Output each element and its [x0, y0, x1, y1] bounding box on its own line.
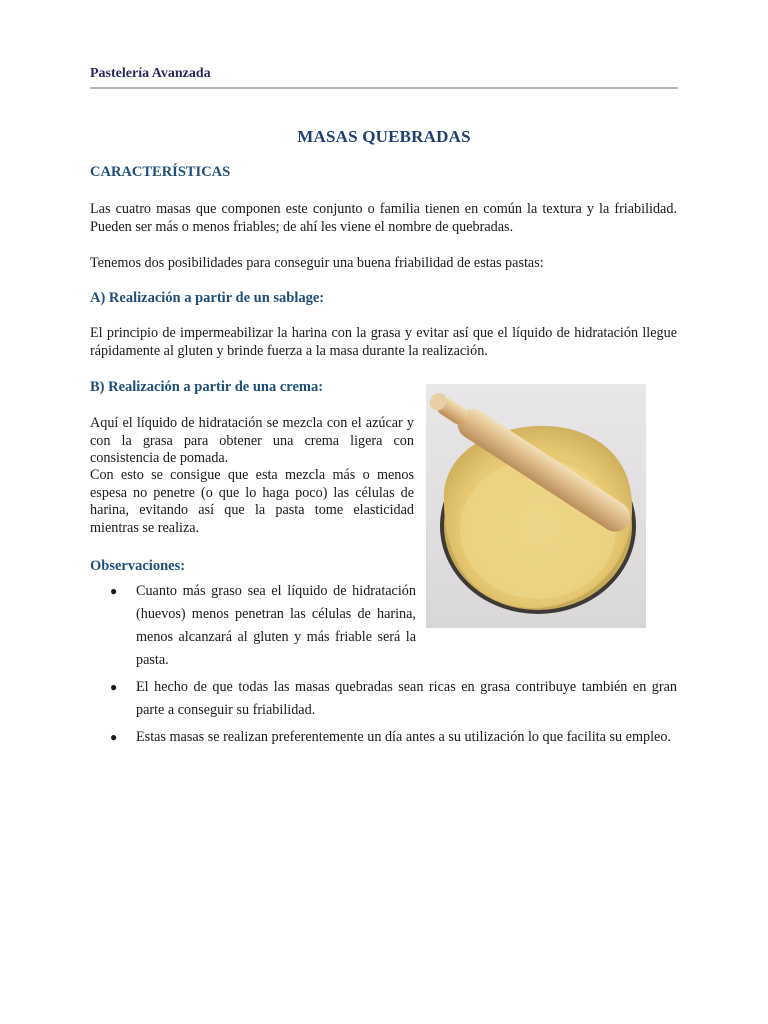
list-item: ● Cuanto más graso sea el líquido de hidratación (huevos) menos penetran las células de harina, menos alcanzará al gluten y más friable será la pasta. — [90, 580, 416, 672]
section-heading-caracteristicas: CARACTERÍSTICAS — [90, 164, 231, 180]
possibilities-paragraph: Tenemos dos posibilidades para conseguir una buena friabilidad de estas pastas: — [90, 255, 544, 271]
observations-heading: Observaciones: — [90, 558, 186, 574]
option-b-text-2: Con esto se consigue que esta mezcla más o menos espesa no penetre (o que lo haga poco) las células de harina, evitando así que la pasta tome elasticidad mientras se realiza. — [90, 467, 414, 536]
page-title: MASAS QUEBRADAS — [297, 127, 471, 146]
observations-list — [90, 580, 677, 749]
option-a-heading: A) Realización a partir de un sablage: — [90, 290, 325, 306]
option-a-text: El principio de impermeabilizar la harina con la grasa y evitar así que el líquido de hidratación llegue rápidamente al gluten y brinde fuerza a la masa durante la realización. — [90, 325, 677, 359]
bullet-icon: ● — [110, 730, 118, 744]
bullet-icon: ● — [110, 680, 118, 694]
intro-paragraph: Las cuatro masas que componen este conjunto o familia tienen en común la textura y la friabilidad. Pueden ser más o menos friables; de ahí les viene el nombre de quebradas. — [90, 201, 677, 235]
list-item: ● Estas masas se realizan preferentemente un día antes a su utilización lo que facilita su empleo. — [90, 726, 677, 749]
document-header-title: Pastelería Avanzada — [90, 66, 211, 81]
bullet-icon: ● — [110, 584, 118, 598]
list-item: ● El hecho de que todas las masas quebradas sean ricas en grasa contribuye también en gran parte a conseguir su friabilidad. — [90, 676, 677, 722]
header-divider — [90, 87, 678, 89]
option-b-text-1: Aquí el líquido de hidratación se mezcla con el azúcar y con la grasa para obtener una crema ligera con consistencia de pomada. — [90, 415, 414, 466]
option-b-heading: B) Realización a partir de una crema: — [90, 379, 324, 395]
